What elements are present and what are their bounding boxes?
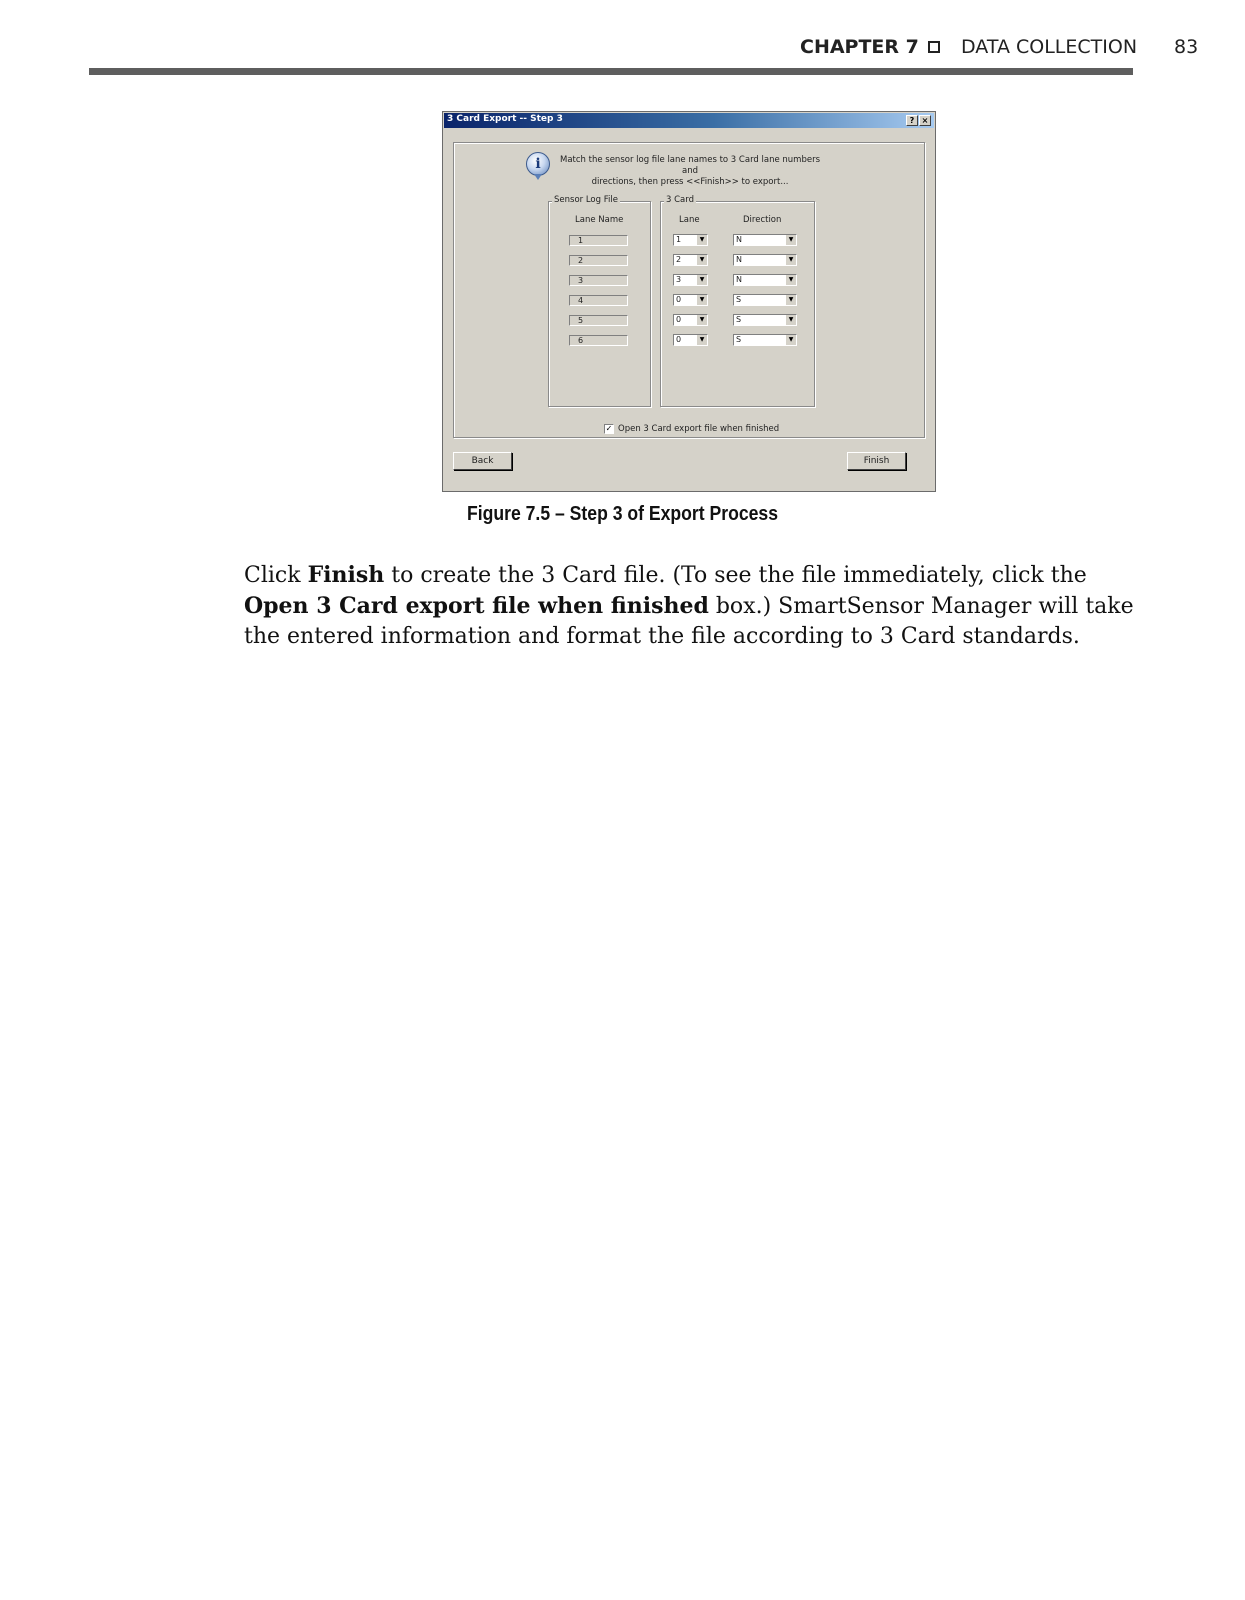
lane-value: 2 <box>676 255 682 264</box>
open-file-checkbox-label[interactable]: Open 3 Card export file when finished <box>618 424 780 434</box>
lane-name-field: 1 <box>569 235 628 246</box>
lane-value: 0 <box>676 295 682 304</box>
dropdown-arrow-icon[interactable]: ▼ <box>785 235 796 245</box>
dropdown-arrow-icon[interactable]: ▼ <box>696 255 707 265</box>
direction-value: S <box>736 335 742 344</box>
lane-name-field: 3 <box>569 275 628 286</box>
direction-value: S <box>736 295 742 304</box>
header-rule <box>89 68 1133 75</box>
sensor-log-group-label: Sensor Log File <box>554 195 618 205</box>
back-button[interactable]: Back <box>453 452 512 470</box>
direction-select[interactable] <box>733 254 797 266</box>
paragraph-text: Click <box>244 563 308 588</box>
lane-value: 3 <box>676 275 682 284</box>
instruction-text <box>555 155 825 188</box>
paragraph-text: to create the 3 Card file. (To see the file immediately, click the <box>384 563 1087 588</box>
lane-select[interactable] <box>673 274 708 286</box>
lane-select[interactable] <box>673 254 708 266</box>
info-icon: i <box>526 152 550 176</box>
lane-select[interactable] <box>673 234 708 246</box>
direction-value: N <box>736 275 742 284</box>
lane-select[interactable] <box>673 294 708 306</box>
info-icon-tail <box>534 174 542 180</box>
paragraph-text: box.) SmartSensor Manager will take the entered information and format the file according to 3 Card standards. <box>244 594 1134 649</box>
finish-emphasis: Finish <box>307 562 385 588</box>
lane-value: 0 <box>676 315 682 324</box>
lane-select[interactable] <box>673 314 708 326</box>
direction-select[interactable] <box>733 294 797 306</box>
dropdown-arrow-icon[interactable]: ▼ <box>696 235 707 245</box>
lane-header: Lane <box>679 215 700 225</box>
dropdown-arrow-icon[interactable]: ▼ <box>785 295 796 305</box>
finish-button[interactable]: Finish <box>847 452 906 470</box>
direction-value: N <box>736 235 742 244</box>
running-header <box>0 36 1245 66</box>
dropdown-arrow-icon[interactable]: ▼ <box>696 315 707 325</box>
lane-name-header: Lane Name <box>575 215 624 225</box>
direction-select[interactable] <box>733 274 797 286</box>
page-number: 83 <box>1174 36 1199 58</box>
lane-name-field: 2 <box>569 255 628 266</box>
separator-box-icon <box>928 41 940 53</box>
dropdown-arrow-icon[interactable]: ▼ <box>785 315 796 325</box>
dropdown-arrow-icon[interactable]: ▼ <box>785 335 796 345</box>
figure-caption: Figure 7.5 – Step 3 of Export Process <box>466 503 779 525</box>
dialog-title: 3 Card Export -- Step 3 <box>447 114 563 124</box>
section-title: DATA COLLECTION <box>961 36 1138 58</box>
card-group-label: 3 Card <box>666 195 694 205</box>
direction-select[interactable] <box>733 234 797 246</box>
direction-select[interactable] <box>733 314 797 326</box>
lane-value: 0 <box>676 335 682 344</box>
lane-name-field: 6 <box>569 335 628 346</box>
dialog-titlebar <box>444 113 934 128</box>
instruction-line-2: directions, then press <<Finish>> to export... <box>591 177 789 187</box>
chapter-label: CHAPTER 7 <box>800 36 919 58</box>
dropdown-arrow-icon[interactable]: ▼ <box>696 335 707 345</box>
lane-value: 1 <box>676 235 682 244</box>
export-dialog <box>442 111 936 492</box>
body-paragraph <box>244 560 1144 652</box>
instruction-line-1: Match the sensor log file lane names to 3 Card lane numbers and <box>559 155 820 176</box>
dropdown-arrow-icon[interactable]: ▼ <box>785 255 796 265</box>
open-file-checkbox[interactable]: ✓ <box>605 424 613 433</box>
dropdown-arrow-icon[interactable]: ▼ <box>696 295 707 305</box>
help-button[interactable]: ? <box>906 115 918 126</box>
close-button[interactable]: × <box>919 115 931 126</box>
dropdown-arrow-icon[interactable]: ▼ <box>696 275 707 285</box>
open-option-emphasis: Open 3 Card export file when finished <box>244 593 709 619</box>
direction-header: Direction <box>743 215 782 225</box>
lane-select[interactable] <box>673 334 708 346</box>
direction-value: N <box>736 255 742 264</box>
direction-value: S <box>736 315 742 324</box>
lane-name-field: 4 <box>569 295 628 306</box>
dropdown-arrow-icon[interactable]: ▼ <box>785 275 796 285</box>
lane-name-field: 5 <box>569 315 628 326</box>
direction-select[interactable] <box>733 334 797 346</box>
